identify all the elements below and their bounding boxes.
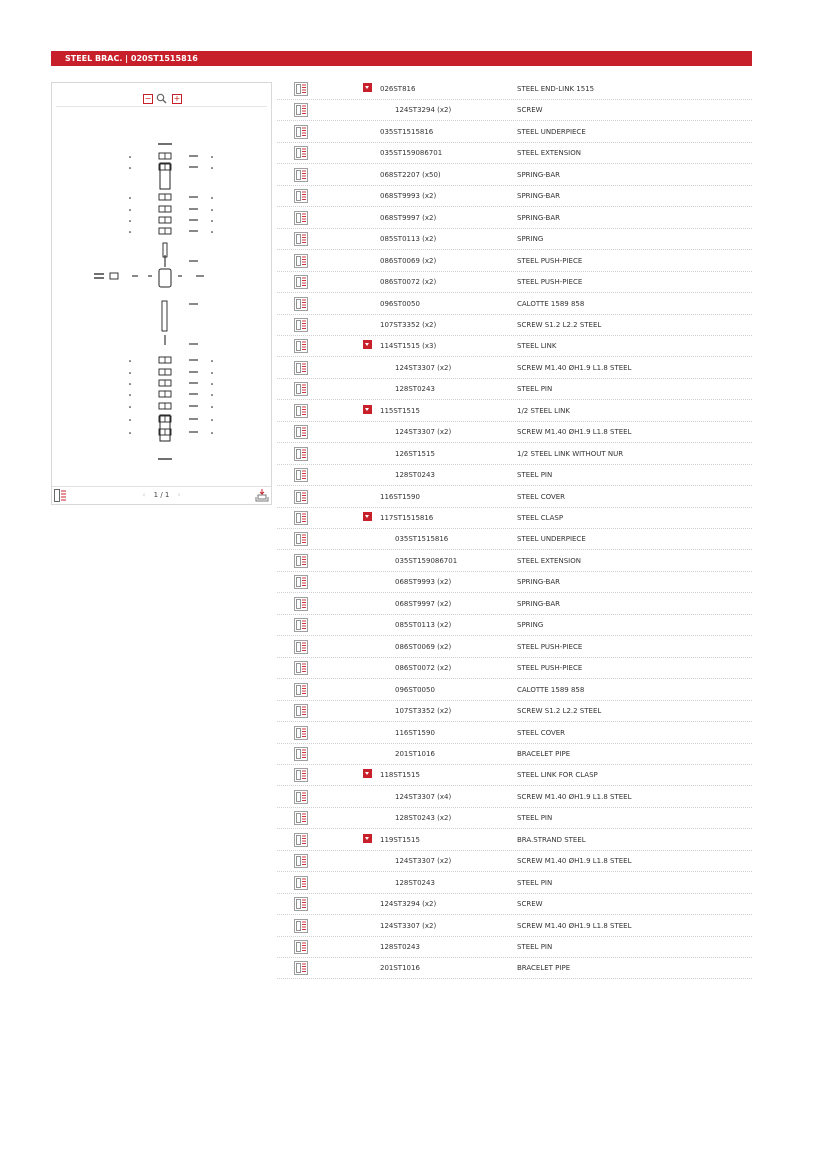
table-row[interactable] xyxy=(277,765,752,786)
screw-dot xyxy=(211,432,213,434)
expand-toggle-icon[interactable] xyxy=(363,405,372,414)
screw-dot xyxy=(211,372,213,374)
table-row[interactable] xyxy=(277,808,752,829)
part-description: STEEL COVER xyxy=(517,728,566,737)
table-row[interactable] xyxy=(277,186,752,207)
part-detail-icon[interactable] xyxy=(294,726,308,740)
exploded-drawing[interactable] xyxy=(52,109,271,489)
part-description: SCREW S1.2 L2.2 STEEL xyxy=(517,320,602,329)
part-reference[interactable]: 096ST0050 xyxy=(395,685,435,694)
table-row[interactable] xyxy=(277,465,752,486)
part-reference[interactable]: 117ST1515816 xyxy=(380,514,434,522)
part-description: SPRING xyxy=(517,235,544,244)
part-detail-icon[interactable] xyxy=(294,575,308,589)
part-detail-icon[interactable] xyxy=(294,468,308,482)
clasp-extension xyxy=(162,301,167,331)
part-reference[interactable]: 128ST0243 xyxy=(395,471,435,480)
part-description: STEEL EXTENSION xyxy=(517,556,581,565)
screw-dot xyxy=(129,432,131,434)
table-row[interactable] xyxy=(277,551,752,572)
part-description: STEEL PIN xyxy=(517,814,553,823)
part-description: STEEL CLASP xyxy=(517,514,564,522)
part-reference[interactable]: 068ST9993 (x2) xyxy=(380,192,437,201)
table-row[interactable] xyxy=(277,272,752,293)
zoom-out-button[interactable]: − xyxy=(144,94,152,103)
screw-dot xyxy=(211,406,213,408)
part-detail-icon[interactable] xyxy=(294,254,308,268)
table-row[interactable] xyxy=(277,958,752,979)
table-row[interactable] xyxy=(277,744,752,765)
part-reference[interactable]: 201ST1016 xyxy=(395,749,435,758)
zoom-in-button[interactable]: + xyxy=(173,94,181,103)
part-reference[interactable]: 086ST0069 (x2) xyxy=(395,642,452,651)
part-description: SCREW M1.40 ØH1.9 L1.8 STEEL xyxy=(517,792,632,801)
part-reference[interactable]: 114ST1515 (x3) xyxy=(380,342,437,351)
part-description: SPRING-BAR xyxy=(517,578,560,587)
part-detail-icon[interactable] xyxy=(294,704,308,718)
expand-toggle-icon[interactable] xyxy=(363,340,372,349)
part-reference[interactable]: 115ST1515 xyxy=(380,406,420,415)
part-description: SPRING-BAR xyxy=(517,599,560,608)
screw-dot xyxy=(211,220,213,222)
part-description: STEEL PUSH-PIECE xyxy=(517,278,583,287)
part-description: STEEL PUSH-PIECE xyxy=(517,256,583,265)
part-detail-icon[interactable] xyxy=(294,125,308,139)
part-reference[interactable]: 128ST0243 xyxy=(395,385,435,394)
screw-dot xyxy=(129,406,131,408)
part-description: SCREW M1.40 ØH1.9 L1.8 STEEL xyxy=(517,857,632,866)
part-description: BRACELET PIPE xyxy=(517,749,571,758)
screw-dot xyxy=(129,209,131,211)
part-detail-icon[interactable] xyxy=(294,532,308,546)
part-detail-icon[interactable] xyxy=(294,618,308,632)
part-detail-icon[interactable] xyxy=(294,404,308,418)
part-detail-icon[interactable] xyxy=(294,211,308,225)
part-detail-icon[interactable] xyxy=(294,275,308,289)
part-detail-icon[interactable] xyxy=(294,511,308,525)
part-reference[interactable]: 124ST3307 (x2) xyxy=(395,363,452,372)
part-reference[interactable]: 128ST0243 xyxy=(395,878,435,887)
part-description: BRACELET PIPE xyxy=(517,964,571,973)
part-detail-icon[interactable] xyxy=(294,103,308,117)
part-detail-icon[interactable] xyxy=(294,425,308,439)
part-description: STEEL LINK FOR CLASP xyxy=(517,771,598,780)
part-detail-icon[interactable] xyxy=(294,640,308,654)
table-row[interactable] xyxy=(277,143,752,164)
table-row[interactable] xyxy=(277,422,752,443)
table-row[interactable] xyxy=(277,787,752,808)
part-detail-icon[interactable] xyxy=(294,447,308,461)
screw-dot xyxy=(129,156,131,158)
part-detail-icon[interactable] xyxy=(294,361,308,375)
part-detail-icon[interactable] xyxy=(294,297,308,311)
part-reference[interactable]: 068ST2207 (x50) xyxy=(380,170,441,179)
zoom-toolbar xyxy=(52,92,271,106)
table-row[interactable] xyxy=(277,100,752,121)
table-row[interactable] xyxy=(277,572,752,593)
part-description: STEEL LINK xyxy=(517,342,557,351)
part-description: SPRING-BAR xyxy=(517,213,560,222)
expand-toggle-icon[interactable] xyxy=(363,83,372,92)
chevron-right-icon[interactable]: › xyxy=(177,491,181,499)
table-row[interactable] xyxy=(277,916,752,937)
table-row[interactable] xyxy=(277,851,752,872)
part-reference[interactable]: 124ST3294 (x2) xyxy=(395,106,452,115)
part-description: SPRING xyxy=(517,621,544,630)
part-description: 1/2 STEEL LINK WITHOUT NUR xyxy=(517,449,624,458)
part-reference[interactable]: 086ST0069 (x2) xyxy=(380,256,437,265)
part-description: STEEL PIN xyxy=(517,878,553,887)
part-description: SCREW S1.2 L2.2 STEEL xyxy=(517,707,602,716)
part-detail-icon[interactable] xyxy=(294,597,308,611)
part-detail-icon[interactable] xyxy=(294,382,308,396)
part-detail-icon[interactable] xyxy=(294,897,308,911)
table-row[interactable] xyxy=(277,379,752,400)
table-row[interactable] xyxy=(277,701,752,722)
part-description: 1/2 STEEL LINK xyxy=(517,406,570,415)
part-description: STEEL UNDERPIECE xyxy=(517,535,586,544)
part-description: SCREW xyxy=(517,900,543,909)
expand-toggle-icon[interactable] xyxy=(363,769,372,778)
part-reference[interactable]: 068ST9997 (x2) xyxy=(380,213,437,222)
table-row[interactable] xyxy=(277,208,752,229)
table-row[interactable] xyxy=(277,336,752,357)
page-title: STEEL BRAC. | 020ST1515816 xyxy=(65,54,198,63)
part-detail-icon[interactable] xyxy=(294,318,308,332)
part-description: BRA.STRAND STEEL xyxy=(517,835,586,844)
screw-dot xyxy=(211,156,213,158)
table-row[interactable] xyxy=(277,529,752,550)
part-reference[interactable]: 107ST3352 (x2) xyxy=(380,320,437,329)
part-reference[interactable]: 116ST1590 xyxy=(395,728,435,737)
part-detail-icon[interactable] xyxy=(294,790,308,804)
part-description: SCREW xyxy=(517,106,543,115)
table-row[interactable] xyxy=(277,873,752,894)
toolbar-divider xyxy=(56,106,267,107)
page-indicator: 1 / 1 xyxy=(153,491,170,499)
part-description: SPRING-BAR xyxy=(517,192,560,201)
screw-dot xyxy=(211,394,213,396)
part-description: STEEL PUSH-PIECE xyxy=(517,642,583,651)
part-reference[interactable]: 096ST0050 xyxy=(380,299,420,308)
screw-dot xyxy=(129,167,131,169)
part-reference[interactable]: 085ST0113 (x2) xyxy=(380,235,437,244)
part-reference[interactable]: 124ST3307 (x2) xyxy=(395,428,452,437)
part-reference[interactable]: 124ST3307 (x2) xyxy=(395,857,452,866)
part-detail-icon[interactable] xyxy=(294,876,308,890)
part-reference[interactable]: 119ST1515 xyxy=(380,835,420,844)
part-reference[interactable]: 116ST1590 xyxy=(380,492,420,501)
part-detail-icon[interactable] xyxy=(294,168,308,182)
screw-dot xyxy=(129,383,131,385)
table-row[interactable] xyxy=(277,165,752,186)
part-detail-icon[interactable] xyxy=(294,833,308,847)
part-reference[interactable]: 035ST159086701 xyxy=(395,556,458,565)
table-row[interactable] xyxy=(277,487,752,508)
part-detail-icon[interactable] xyxy=(294,940,308,954)
part-reference[interactable]: 128ST0243 (x2) xyxy=(395,814,452,823)
part-reference[interactable]: 124ST3307 (x2) xyxy=(380,921,437,930)
push-piece xyxy=(110,273,118,279)
table-row[interactable] xyxy=(277,723,752,744)
expand-toggle-icon[interactable] xyxy=(363,512,372,521)
part-description: STEEL COVER xyxy=(517,492,566,501)
screw-dot xyxy=(211,383,213,385)
screw-dot xyxy=(211,209,213,211)
viewer-footer xyxy=(52,486,271,504)
part-detail-icon[interactable] xyxy=(294,747,308,761)
table-row[interactable] xyxy=(277,315,752,336)
part-reference[interactable]: 124ST3307 (x4) xyxy=(395,792,452,801)
part-detail-icon[interactable] xyxy=(294,554,308,568)
table-row[interactable] xyxy=(277,830,752,851)
part-reference[interactable]: 035ST1515816 xyxy=(395,535,449,544)
table-row[interactable] xyxy=(277,658,752,679)
part-reference[interactable]: 086ST0072 (x2) xyxy=(380,278,437,287)
part-reference[interactable]: 126ST1515 xyxy=(395,449,435,458)
part-description: CALOTTE 1589 858 xyxy=(517,685,585,694)
part-description: STEEL END-LINK 1515 xyxy=(517,85,595,93)
table-row[interactable] xyxy=(277,680,752,701)
screw-dot xyxy=(211,360,213,362)
part-description: STEEL PIN xyxy=(517,943,553,951)
part-reference[interactable]: 035ST1515816 xyxy=(380,127,434,136)
part-reference[interactable]: 201ST1016 xyxy=(380,964,420,973)
screw-dot xyxy=(211,231,213,233)
screw-dot xyxy=(129,394,131,396)
table-row[interactable] xyxy=(277,508,752,529)
screw-dot xyxy=(129,372,131,374)
screw-dot xyxy=(129,197,131,199)
table-row[interactable] xyxy=(277,594,752,615)
part-description: SCREW M1.40 ØH1.9 L1.8 STEEL xyxy=(517,363,632,372)
part-reference[interactable]: 124ST3294 (x2) xyxy=(380,900,437,909)
part-reference[interactable]: 086ST0072 (x2) xyxy=(395,664,452,673)
part-reference[interactable]: 085ST0113 (x2) xyxy=(395,621,452,630)
screw-dot xyxy=(129,419,131,421)
print-icon[interactable] xyxy=(255,488,269,502)
part-reference[interactable]: 035ST159086701 xyxy=(380,149,443,158)
part-detail-icon[interactable] xyxy=(294,146,308,160)
screw-dot xyxy=(211,197,213,199)
part-description: SPRING-BAR xyxy=(517,170,560,179)
part-detail-icon[interactable] xyxy=(294,854,308,868)
table-row[interactable] xyxy=(277,358,752,379)
table-row[interactable] xyxy=(277,401,752,422)
part-detail-icon[interactable] xyxy=(294,339,308,353)
part-reference[interactable]: 068ST9997 (x2) xyxy=(395,599,452,608)
screw-dot xyxy=(129,231,131,233)
exploded-view-panel xyxy=(51,82,272,505)
part-reference[interactable]: 128ST0243 xyxy=(380,943,420,951)
pagination xyxy=(52,491,271,499)
magnifier-icon[interactable] xyxy=(156,93,167,104)
clasp-body xyxy=(159,269,171,287)
table-row[interactable] xyxy=(277,294,752,315)
part-detail-icon[interactable] xyxy=(294,490,308,504)
part-description: STEEL PIN xyxy=(517,471,553,480)
part-description: SCREW M1.40 ØH1.9 L1.8 STEEL xyxy=(517,428,632,437)
part-description: STEEL EXTENSION xyxy=(517,149,581,158)
part-reference[interactable]: 107ST3352 (x2) xyxy=(395,707,452,716)
table-row[interactable] xyxy=(277,937,752,958)
part-detail-icon[interactable] xyxy=(294,189,308,203)
clasp-part xyxy=(163,243,167,257)
screw-dot xyxy=(129,220,131,222)
screw-dot xyxy=(129,360,131,362)
table-row[interactable] xyxy=(277,229,752,250)
part-detail-icon[interactable] xyxy=(294,961,308,975)
table-row[interactable] xyxy=(277,637,752,658)
part-detail-icon[interactable] xyxy=(294,919,308,933)
part-description: STEEL PIN xyxy=(517,385,553,394)
part-reference[interactable]: 068ST9993 (x2) xyxy=(395,578,452,587)
table-row[interactable] xyxy=(277,122,752,143)
part-description: SCREW M1.40 ØH1.9 L1.8 STEEL xyxy=(517,921,632,930)
expand-toggle-icon[interactable] xyxy=(363,834,372,843)
part-description: CALOTTE 1589 858 xyxy=(517,299,585,308)
part-description: STEEL PUSH-PIECE xyxy=(517,664,583,673)
table-row[interactable] xyxy=(277,444,752,465)
part-detail-icon[interactable] xyxy=(294,232,308,246)
part-reference[interactable]: 026ST816 xyxy=(380,85,416,93)
part-reference[interactable]: 118ST1515 xyxy=(380,771,420,780)
screw-dot xyxy=(211,167,213,169)
page-header xyxy=(51,51,752,66)
chevron-left-icon[interactable]: ‹ xyxy=(142,491,146,499)
part-detail-icon[interactable] xyxy=(294,768,308,782)
table-row[interactable] xyxy=(277,79,752,100)
part-detail-icon[interactable] xyxy=(294,661,308,675)
screw-dot xyxy=(211,419,213,421)
table-row[interactable] xyxy=(277,894,752,915)
part-detail-icon[interactable] xyxy=(294,683,308,697)
part-detail-icon[interactable] xyxy=(294,811,308,825)
table-row[interactable] xyxy=(277,615,752,636)
part-detail-icon[interactable] xyxy=(294,82,308,96)
part-description: STEEL UNDERPIECE xyxy=(517,127,586,136)
table-row[interactable] xyxy=(277,251,752,272)
